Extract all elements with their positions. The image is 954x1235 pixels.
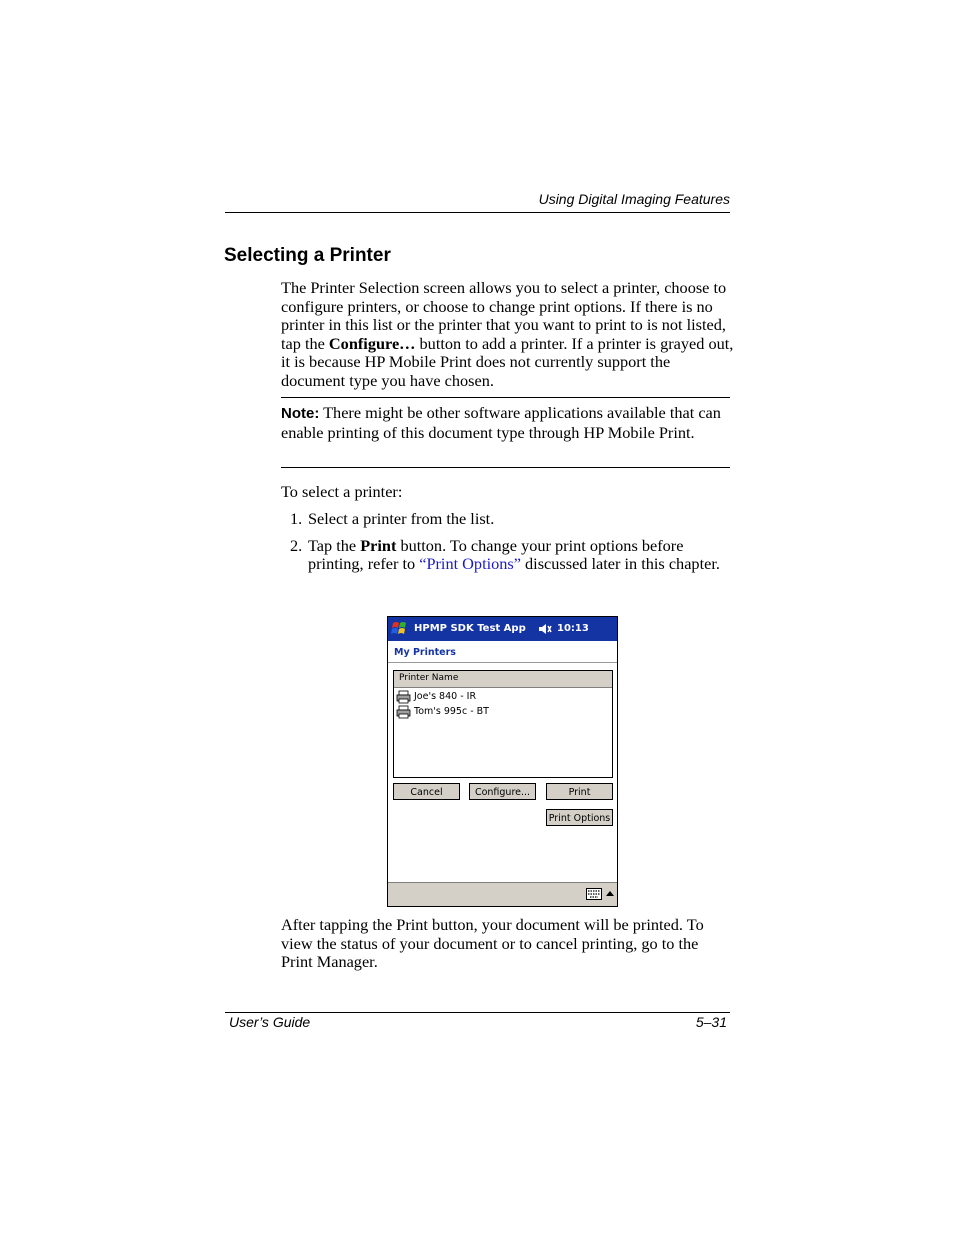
configure-term: Configure… [328, 333, 416, 353]
step-text: button. To change your print options before printing, refer to [308, 535, 684, 573]
intro-text-1: The Printer Selection screen allows you to select a printer, choose to configure printers, or choose to change print options. If there is no printer in this list or the printer that you want to print to is not listed, tap the [281, 278, 727, 353]
footer-rule [225, 1012, 730, 1013]
configure-button[interactable]: Configure... [469, 783, 536, 800]
steps-list [281, 510, 721, 582]
after-paragraph: After tapping the Print button, your document will be printed. To view the status of your document or to cancel printing, go to the Print Manager. [281, 915, 704, 971]
steps-intro: To select a printer: [281, 482, 403, 501]
intro-text-2: button to add a printer. If a printer is grayed out, it is because HP Mobile Print does not currently support the document type you have chosen. [281, 333, 734, 390]
step-text: Select a printer from the list. [308, 509, 495, 528]
device-screenshot [387, 616, 618, 907]
step-text: Tap the [308, 535, 361, 555]
step-text: discussed later in this chapter. [520, 554, 720, 573]
clock[interactable]: 10:13 [557, 623, 589, 634]
step-2 [281, 537, 721, 574]
printer-name: Joe's 840 - IR [414, 691, 477, 702]
printer-icon [396, 690, 411, 704]
step-number: 1. [290, 509, 303, 528]
page-number: 5–31 [695, 1014, 727, 1030]
note-rule-top [281, 397, 730, 398]
list-column-header[interactable] [394, 671, 612, 688]
note-rule-bottom [281, 467, 730, 468]
running-header: Using Digital Imaging Features [538, 191, 730, 207]
print-button[interactable]: Print [546, 783, 613, 800]
header-rule [225, 212, 730, 213]
print-options-link[interactable]: “Print Options” [419, 554, 521, 573]
speaker-icon[interactable] [538, 622, 552, 636]
step-1 [281, 510, 721, 529]
section-title: Selecting a Printer [224, 245, 391, 266]
note-block [281, 404, 736, 442]
cancel-button[interactable]: Cancel [393, 783, 460, 800]
step-number: 2. [290, 535, 303, 555]
title-bar [388, 617, 617, 641]
print-term: Print [360, 535, 397, 555]
note-text: There might be other software applications available that can enable printing of this document type through HP Mobile Print. [281, 403, 721, 442]
print-options-button[interactable]: Print Options [546, 809, 613, 826]
intro-paragraph [281, 279, 736, 390]
list-item[interactable] [396, 705, 606, 719]
printer-name: Tom's 995c - BT [414, 706, 489, 717]
app-title: HPMP SDK Test App [414, 623, 526, 634]
note-label: Note: [281, 405, 320, 422]
printer-icon [396, 705, 411, 719]
my-printers-heading: My Printers [394, 647, 456, 658]
list-item[interactable] [396, 690, 606, 704]
chevron-up-icon[interactable] [604, 886, 616, 902]
command-bar [388, 882, 617, 907]
keyboard-icon[interactable] [586, 888, 602, 900]
subheading-rule [388, 662, 617, 663]
windows-flag-icon[interactable] [390, 619, 410, 639]
footer-title: User’s Guide [229, 1014, 311, 1030]
printer-list[interactable] [393, 670, 613, 778]
column-header-label: Printer Name [399, 673, 459, 683]
